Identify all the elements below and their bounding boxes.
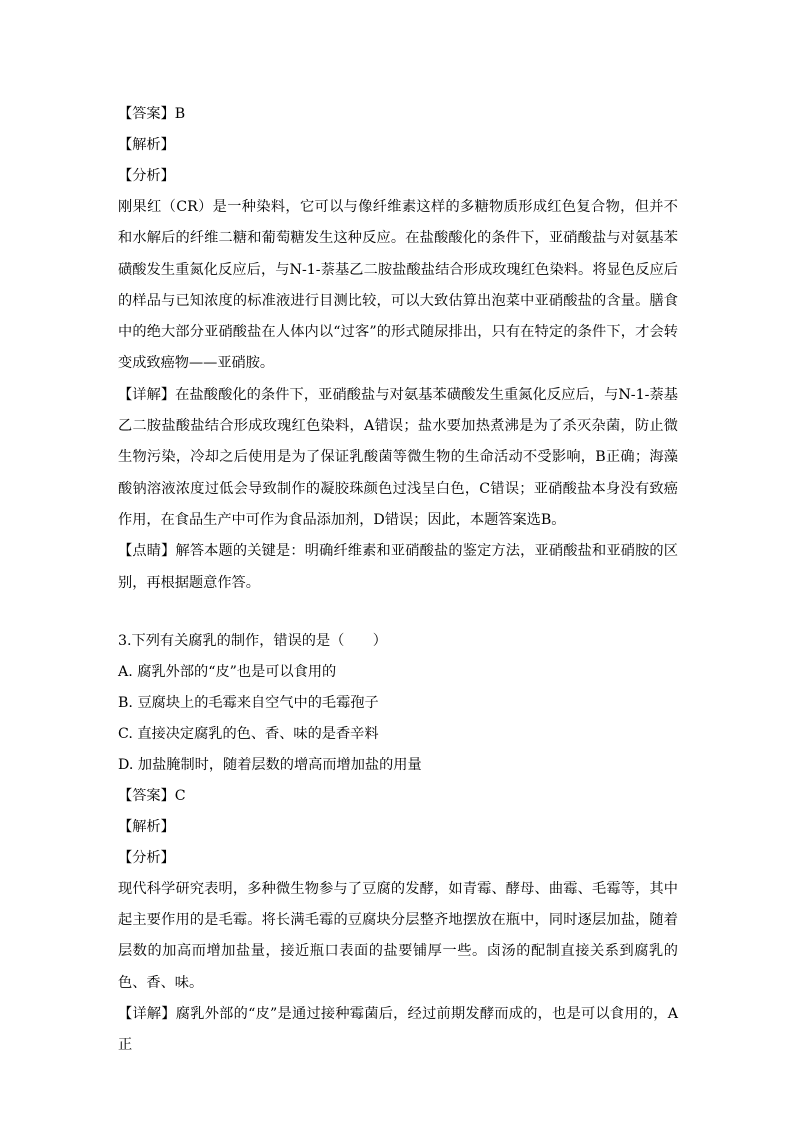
q2-fenxi-heading: 【分析】 [118,168,175,184]
q3-option-a: A. 腐乳外部的“皮”也是可以食用的 [118,663,337,680]
q3-fenxi-heading: 【分析】 [118,849,175,866]
q2-dianjing-paragraph: 【点睛】解答本题的关键是：明确纤维素和亚硝酸盐的鉴定方法，亚硝酸盐和亚硝胺的区别，再根据题意作答。 [118,543,678,591]
q2-jiexi-heading: 【解析】 [118,137,175,153]
q3-stem: 3.下列有关腐乳的制作，错误的是（ ） [118,632,387,649]
q3-option-b: B. 豆腐块上的毛霉来自空气中的毛霉孢子 [118,694,379,711]
page-content [118,99,678,1062]
q2-answer: 【答案】B [118,106,186,122]
q2-detail-paragraph: 【详解】在盐酸酸化的条件下，亚硝酸盐与对氨基苯磺酸发生重氮化反应后，与N-1-萘基乙二胺盐酸盐结合形成玫瑰红色染料，A错误；盐水要加热煮沸是为了杀灭杂菌，防止微生物污染，冷却之后使用是为了保证乳酸菌等微生物的生命活动不受影响，B正确；海藻酸钠溶液浓度过低会导致制作的凝胶珠颜色过浅呈白色，C错误；亚硝酸盐本身没有致癌作用，在食品生产中可作为食品添加剂，D错误；因此，本题答案选B。 [118,386,678,528]
q3-option-d: D. 加盐腌制时，随着层数的增高而增加盐的用量 [118,756,422,773]
q2-analysis-paragraph: 刚果红（CR）是一种染料，它可以与像纤维素这样的多糖物质形成红色复合物，但并不和水解后的纤维二糖和葡萄糖发生这种反应。在盐酸酸化的条件下，亚硝酸盐与对氨基苯磺酸发生重氮化反应后，与N-1-萘基乙二胺盐酸盐结合形成玫瑰红色染料。将显色反应后的样品与已知浓度的标准液进行目测比较，可以大致估算出泡菜中亚硝酸盐的含量。膳食中的绝大部分亚硝酸盐在人体内以“过客”的形式随尿排出，只有在特定的条件下，才会转变成致癌物——亚硝胺。 [118,199,678,372]
q3-jiexi-heading: 【解析】 [118,818,175,835]
section-gap [118,599,678,626]
q3-detail-paragraph: 【详解】腐乳外部的“皮”是通过接种霉菌后，经过前期发酵而成的，也是可以食用的，A正 [118,1006,678,1054]
q3-option-c: C. 直接决定腐乳的色、香、味的是香辛料 [118,725,379,742]
q3-analysis-paragraph: 现代科学研究表明，多种微生物参与了豆腐的发酵，如青霉、酵母、曲霉、毛霉等，其中起主要作用的是毛霉。将长满毛霉的豆腐块分层整齐地摆放在瓶中，同时逐层加盐，随着层数的加高而增加盐量，接近瓶口表面的盐要铺厚一些。卤汤的配制直接关系到腐乳的色、香、味。 [118,880,678,991]
q3-answer: 【答案】C [118,787,186,804]
